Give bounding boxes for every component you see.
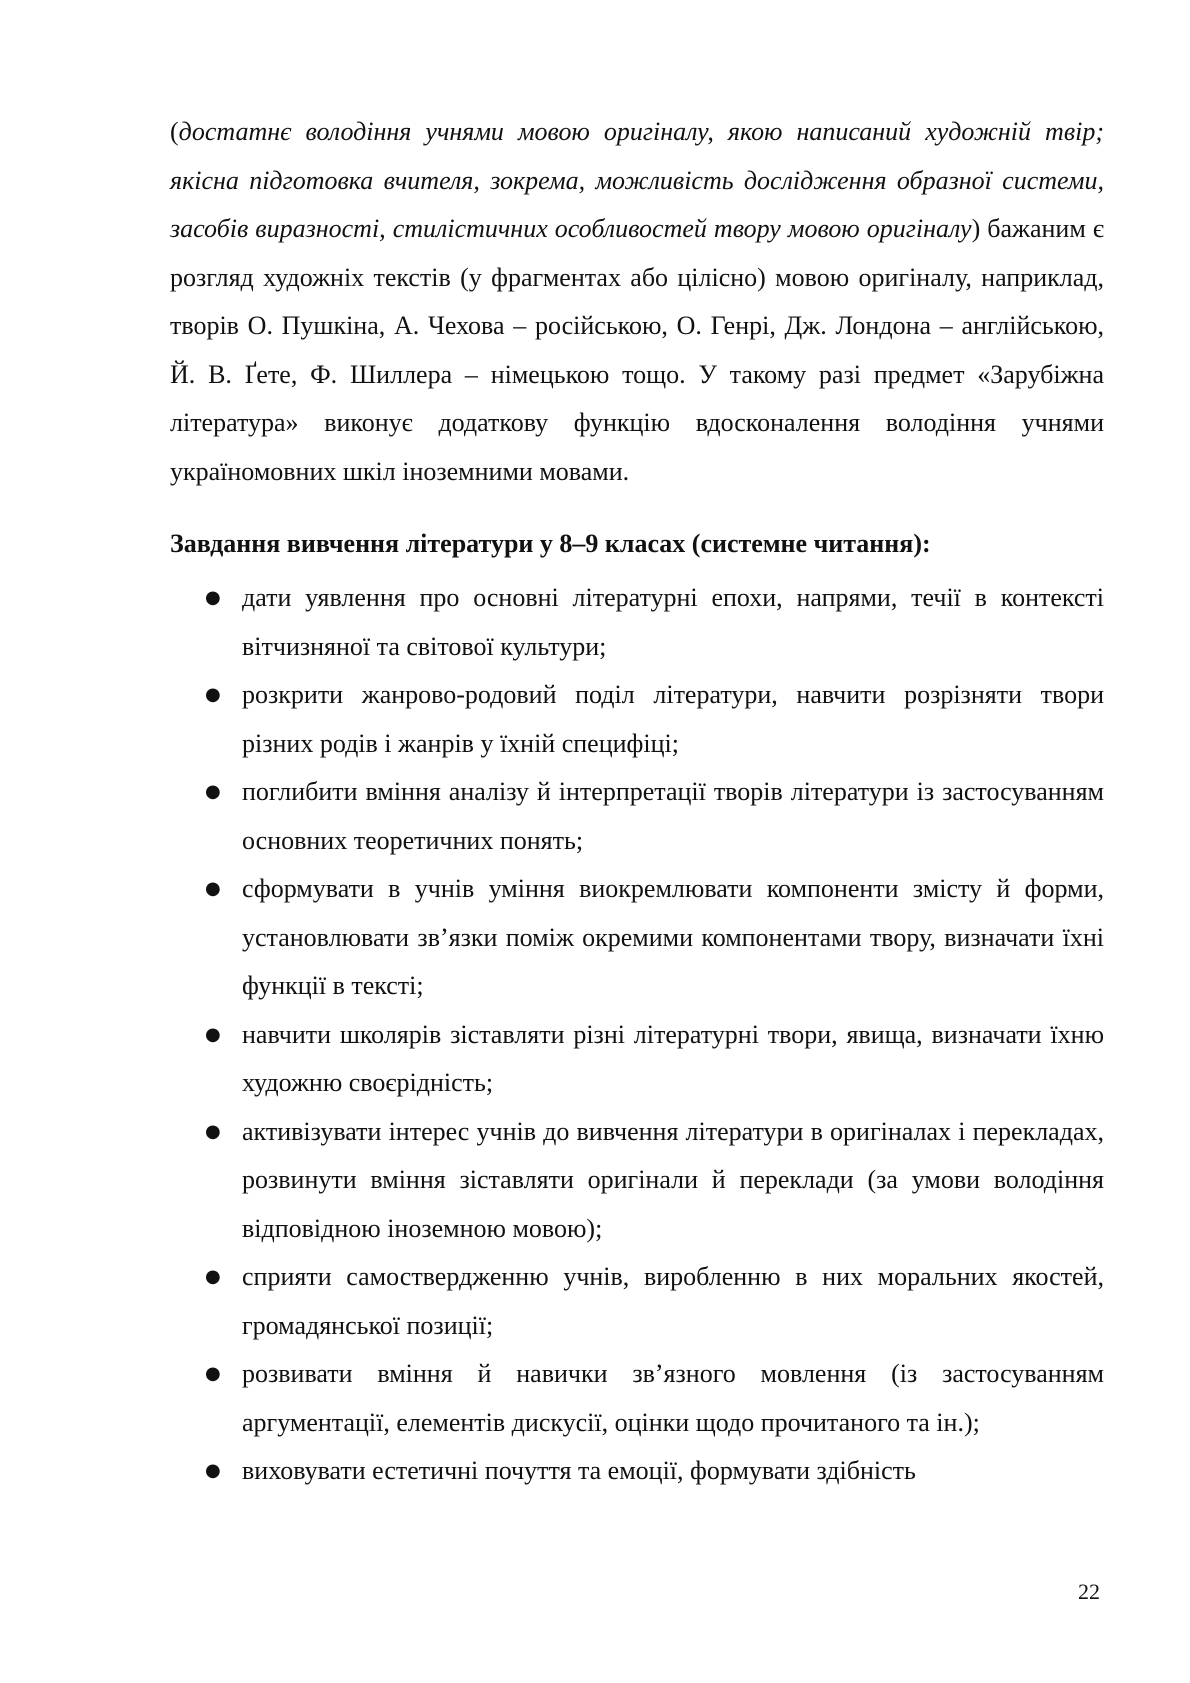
list-item xyxy=(205,1447,1104,1496)
task-list xyxy=(170,574,1104,1496)
section-heading: Завдання вивчення літератури у 8–9 класах (системне читання): xyxy=(170,529,931,558)
bullet-icon: ● xyxy=(205,1363,221,1384)
page-number: 22 xyxy=(1078,1579,1100,1604)
list-item-text: виховувати естетичні почуття та емоції, формувати здібність xyxy=(242,1456,916,1485)
list-item-text: розвивати вміння й навички зв’язного мовлення (із застосуванням аргументації, елементів дискусії, оцінки щодо прочитаного та ін.); xyxy=(242,1359,1104,1437)
bullet-icon: ● xyxy=(205,587,221,608)
list-item xyxy=(205,1108,1104,1254)
bullet-icon: ● xyxy=(205,1120,221,1142)
list-item-text: сприяти самоствердженню учнів, виробленню в них моральних якостей, громадянської позиції; xyxy=(242,1262,1104,1340)
intro-open-paren: ( xyxy=(170,117,179,146)
bullet-icon: ● xyxy=(205,1266,221,1287)
list-item-text: навчити школярів зіставляти різні літературні твори, явища, визначати їхню художню своєрідність; xyxy=(242,1019,1104,1097)
bullet-icon: ● xyxy=(205,1460,221,1481)
list-item-text: розкрити жанрово-родовий поділ літератури, навчити розрізняти твори різних родів і жанрів у їхній специфіці; xyxy=(242,680,1104,758)
bullet-icon: ● xyxy=(205,1023,221,1045)
bullet-icon: ● xyxy=(205,781,221,802)
list-item xyxy=(205,1253,1104,1350)
list-item-text: поглибити вміння аналізу й інтерпретації творів літератури із застосуванням основних теоретичних понять; xyxy=(242,777,1104,855)
intro-regular-text: ) бажаним є розгляд художніх текстів (у фрагментах або цілісно) мовою оригіналу, наприклад, творів О. Пушкіна, А. Чехова – російською, О. Генрі, Дж. Лондона – англійською, Й. В. Ґете, Ф. Шиллера – німецькою тощо. У такому разі предмет «Зарубіжна література» виконує додаткову функцію вдосконалення володіння учнями україномовних шкіл іноземними мовами. xyxy=(170,214,1104,486)
list-item xyxy=(205,865,1104,1011)
list-item xyxy=(205,768,1104,865)
list-item xyxy=(205,1011,1104,1108)
list-item-text: дати уявлення про основні літературні епохи, напрями, течії в контексті вітчизняної та світової культури; xyxy=(242,583,1104,661)
bullet-icon: ● xyxy=(205,684,221,705)
intro-italic-text: достатнє володіння учнями мовою оригіналу, якою написаний художній твір; якісна підготовка вчителя, зокрема, можливість дослідження образної системи, засобів виразності, стилістичних особливостей твору мовою оригіналу xyxy=(170,117,1104,243)
page-content xyxy=(170,108,1104,1496)
bullet-icon: ● xyxy=(205,878,221,899)
list-item-text: активізувати інтерес учнів до вивчення літератури в оригіналах і перекладах, розвинути вміння зіставляти оригінали й переклади (за умови володіння відповідною іноземною мовою); xyxy=(242,1116,1104,1243)
list-item xyxy=(205,1350,1104,1447)
list-item xyxy=(205,671,1104,768)
list-item-text: сформувати в учнів уміння виокремлювати компоненти змісту й форми, установлювати зв’язки поміж окремими компонентами твору, визначати їхні функції в тексті; xyxy=(242,874,1104,1000)
list-item xyxy=(205,574,1104,671)
intro-paragraph xyxy=(170,108,1104,496)
